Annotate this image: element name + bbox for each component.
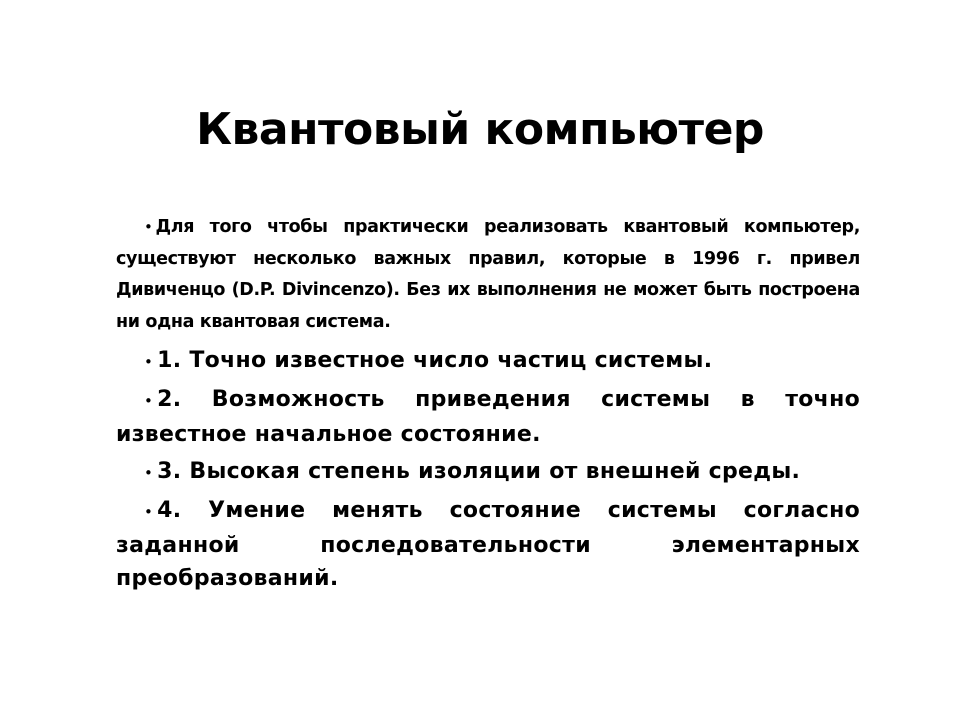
bullet-text: 4. Умение менять состояние системы согласно заданной последовательности элементарных преобразований. — [116, 498, 860, 591]
bullet-list — [116, 212, 860, 599]
bullet-item-intro — [116, 212, 860, 338]
bullet-marker: • — [144, 464, 154, 482]
bullet-item-rule-3 — [116, 455, 860, 490]
bullet-item-rule-1 — [116, 344, 860, 379]
bullet-marker: • — [144, 353, 154, 371]
bullet-item-rule-4 — [116, 494, 860, 595]
bullet-text: 3. Высокая степень изоляции от внешней среды. — [157, 459, 801, 484]
bullet-marker: • — [144, 392, 154, 410]
bullet-text: 2. Возможность приведения системы в точно известное начальное состояние. — [116, 387, 860, 447]
bullet-marker: • — [144, 503, 154, 521]
bullet-text: 1. Точно известное число частиц системы. — [157, 348, 713, 373]
bullet-text: Для того чтобы практически реализовать квантовый компьютер, существуют несколько важных правил, которые в 1996 г. привел Дивиченцо (D.P. Divincenzo). Без их выполнения не может быть построена ни одна квантовая система. — [116, 217, 860, 332]
bullet-marker: • — [144, 218, 153, 236]
bullet-item-rule-2 — [116, 383, 860, 451]
slide-title: Квантовый компьютер — [196, 104, 764, 155]
